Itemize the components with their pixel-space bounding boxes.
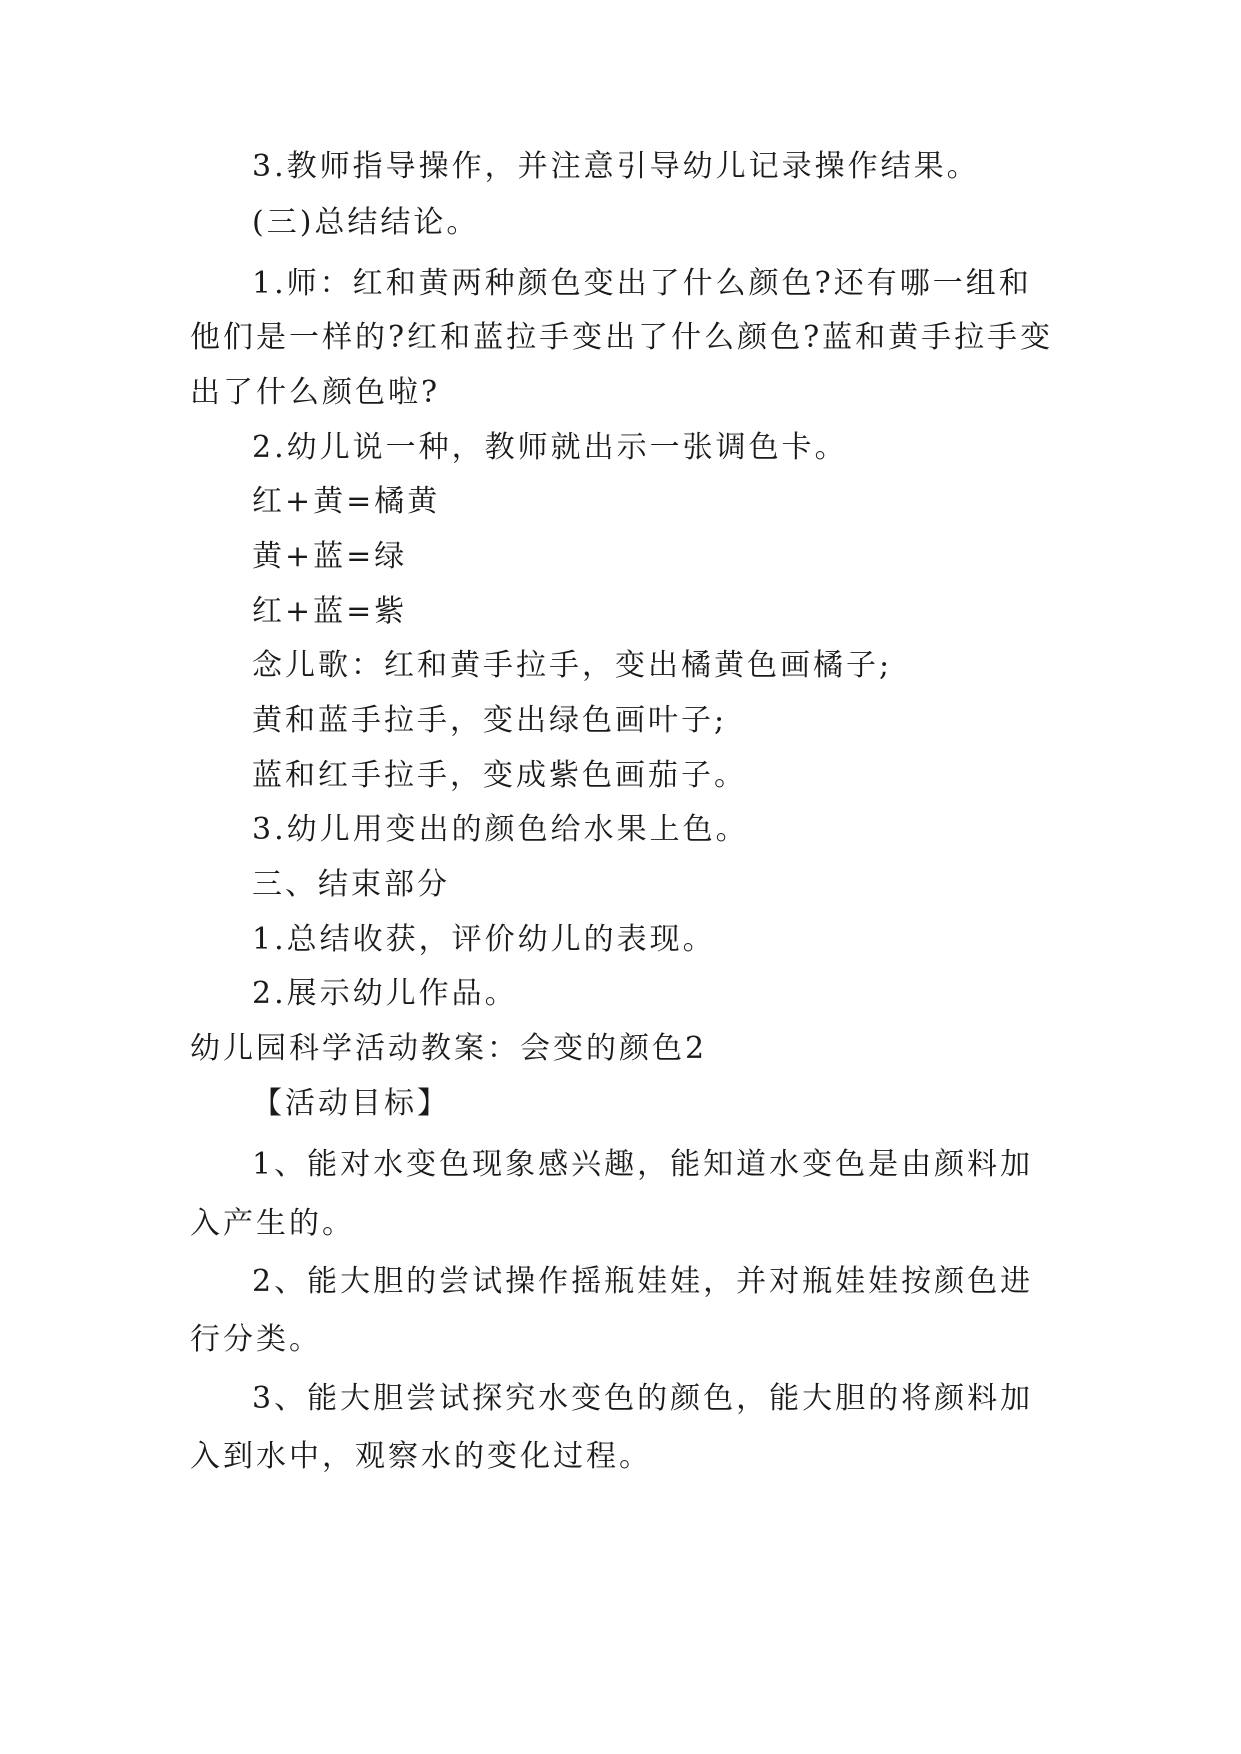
paragraph-line: 出了什么颜色啦? [190,375,441,410]
paragraph-line: 入到水中，观察水的变化过程。 [190,1439,652,1474]
paragraph-line: 1.总结收获，评价幼儿的表现。 [252,922,716,957]
paragraph-line: 1、能对水变色现象感兴趣，能知道水变色是由颜料加 [252,1147,1034,1182]
formula-line: 红+蓝=紫 [252,594,408,629]
paragraph-line: 2、能大胆的尝试操作摇瓶娃娃，并对瓶娃娃按颜色进 [252,1264,1034,1299]
document-title: 幼儿园科学活动教案：会变的颜色2 [190,1031,708,1066]
paragraph-line: 他们是一样的?红和蓝拉手变出了什么颜色?蓝和黄手拉手变 [190,320,1054,355]
paragraph-line: 2.展示幼儿作品。 [252,976,518,1011]
section-heading: (三)总结结论。 [252,205,480,240]
rhyme-line: 黄和蓝手拉手，变出绿色画叶子; [252,703,728,738]
paragraph-line: 3、能大胆尝试探究水变色的颜色，能大胆的将颜料加 [252,1381,1034,1416]
paragraph-line: 3.幼儿用变出的颜色给水果上色。 [252,812,749,847]
rhyme-line: 念儿歌：红和黄手拉手，变出橘黄色画橘子; [252,648,893,683]
section-heading: 三、结束部分 [252,867,450,902]
paragraph-line: 1.师：红和黄两种颜色变出了什么颜色?还有哪一组和 [252,266,1032,301]
paragraph-line: 行分类。 [190,1322,322,1357]
paragraph-line: 2.幼儿说一种，教师就出示一张调色卡。 [252,430,848,465]
rhyme-line: 蓝和红手拉手，变成紫色画茄子。 [252,758,747,793]
paragraph-line: 3.教师指导操作，并注意引导幼儿记录操作结果。 [252,149,980,184]
formula-line: 红+黄=橘黄 [252,484,441,519]
paragraph-line: 入产生的。 [190,1206,355,1241]
formula-line: 黄+蓝=绿 [252,539,408,574]
section-heading: 【活动目标】 [252,1086,450,1121]
